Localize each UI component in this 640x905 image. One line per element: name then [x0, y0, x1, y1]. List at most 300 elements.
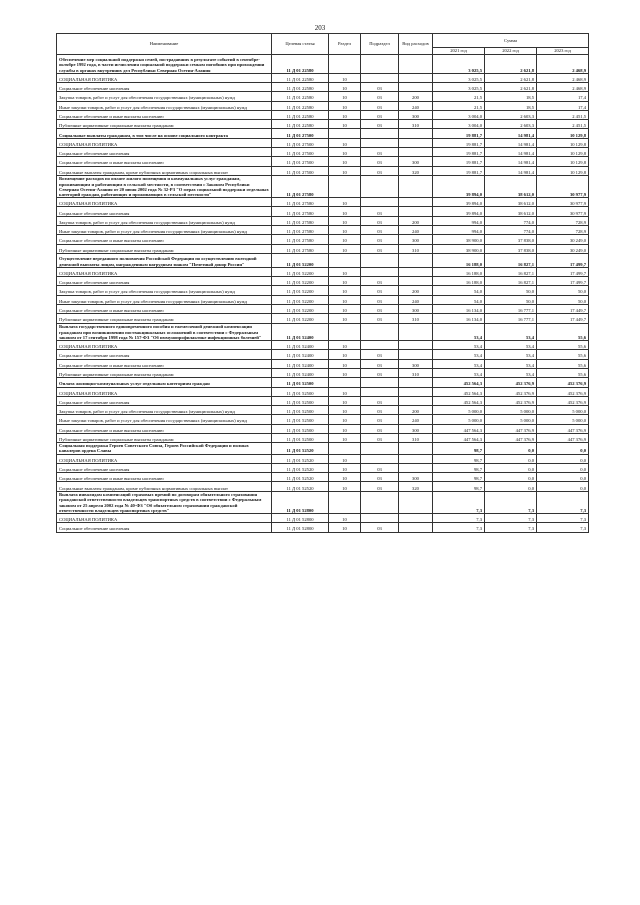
cell-target-article: 11 Д 01 27580 — [272, 207, 329, 216]
cell-2021: 452 564,3 — [433, 378, 485, 387]
cell-section: 10 — [329, 341, 361, 350]
table-row — [57, 110, 589, 119]
table-row — [57, 473, 589, 482]
cell-2023: 17 499,7 — [537, 277, 589, 286]
cell-section — [329, 175, 361, 197]
cell-name: СОЦИАЛЬНАЯ ПОЛИТИКА — [57, 73, 272, 82]
cell-section: 10 — [329, 454, 361, 463]
cell-2023: 17 499,7 — [537, 267, 589, 276]
cell-2023: 728,9 — [537, 225, 589, 234]
cell-expense-type: 200 — [399, 216, 433, 225]
cell-target-article: 11 Д 01 52400 — [272, 368, 329, 377]
cell-subsection: 03 — [361, 277, 399, 286]
cell-2022: 18,5 — [485, 92, 537, 101]
cell-expense-type — [399, 198, 433, 207]
cell-subsection: 03 — [361, 433, 399, 442]
cell-subsection — [361, 198, 399, 207]
cell-2022: 7,3 — [485, 523, 537, 532]
table-row — [57, 244, 589, 253]
cell-2022: 16 827,1 — [485, 267, 537, 276]
cell-2021: 447 564,3 — [433, 424, 485, 433]
cell-expense-type — [399, 83, 433, 92]
cell-name: Социальное обеспечение населения — [57, 83, 272, 92]
cell-subsection: 03 — [361, 295, 399, 304]
cell-2023: 0,0 — [537, 482, 589, 491]
cell-target-article: 11 Д 01 52200 — [272, 295, 329, 304]
cell-expense-type — [399, 463, 433, 472]
cell-section: 10 — [329, 267, 361, 276]
cell-name: Публичные нормативные социальные выплаты гражданам — [57, 368, 272, 377]
header-year-2022: 2022 год — [485, 48, 537, 55]
cell-2021: 5 000,0 — [433, 406, 485, 415]
cell-subsection: 03 — [361, 120, 399, 129]
cell-target-article: 11 Д 01 52500 — [272, 415, 329, 424]
cell-subsection: 03 — [361, 368, 399, 377]
table-row — [57, 166, 589, 175]
cell-target-article: 11 Д 01 52200 — [272, 314, 329, 323]
cell-name: СОЦИАЛЬНАЯ ПОЛИТИКА — [57, 454, 272, 463]
cell-expense-type: 310 — [399, 368, 433, 377]
cell-expense-type: 300 — [399, 359, 433, 368]
cell-name: СОЦИАЛЬНАЯ ПОЛИТИКА — [57, 341, 272, 350]
cell-section: 10 — [329, 157, 361, 166]
cell-2021: 3 004,0 — [433, 110, 485, 119]
cell-2022: 452 376,9 — [485, 387, 537, 396]
cell-2021: 98,7 — [433, 473, 485, 482]
cell-2023: 55,6 — [537, 359, 589, 368]
cell-section — [329, 323, 361, 341]
cell-2023: 447 376,9 — [537, 433, 589, 442]
cell-2022: 14 981,4 — [485, 157, 537, 166]
cell-name: Закупка товаров, работ и услуг для обеспечения государственных (муниципальных) нужд — [57, 286, 272, 295]
table-body — [57, 55, 589, 533]
cell-2021: 994,0 — [433, 216, 485, 225]
table-row — [57, 514, 589, 523]
cell-subsection: 03 — [361, 350, 399, 359]
cell-2021: 19 881,7 — [433, 129, 485, 138]
header-expense-type: Вид расходов — [399, 34, 433, 55]
cell-subsection: 03 — [361, 359, 399, 368]
cell-subsection: 03 — [361, 92, 399, 101]
cell-expense-type: 240 — [399, 101, 433, 110]
cell-2021: 38 900,0 — [433, 235, 485, 244]
table-row — [57, 406, 589, 415]
cell-section: 10 — [329, 277, 361, 286]
cell-subsection — [361, 341, 399, 350]
cell-name: Социальное обеспечение населения — [57, 396, 272, 405]
table-row — [57, 207, 589, 216]
table-row — [57, 267, 589, 276]
cell-name: Выплата государственного единовременного пособия и ежемесячной денежной компенсации гражданам при возникновении поствакцинальных осложнений в соответствии с Федеральным законом от 17 сентября 1998 года № 157-ФЗ "Об иммунопрофилактике инфекционных болезней" — [57, 323, 272, 341]
cell-target-article: 11 Д 01 27580 — [272, 175, 329, 197]
table-row — [57, 482, 589, 491]
cell-2022: 0,0 — [485, 482, 537, 491]
cell-section — [329, 129, 361, 138]
cell-name: Возмещение расходов по оплате жилого помещения и коммунальных услуг гражданам, проживающим и работающим в сельской местности, в соответствии с Законом Республики Северная Осетия-Алания от 20 июня 2002 года № 32-РЗ "О мерах социальной поддержки отдельных категорий граждан, работающих и проживающих в сельской местности" — [57, 175, 272, 197]
cell-section: 10 — [329, 92, 361, 101]
cell-target-article: 11 Д 01 52500 — [272, 378, 329, 387]
cell-target-article: 11 Д 01 52500 — [272, 387, 329, 396]
table-row — [57, 235, 589, 244]
cell-subsection — [361, 454, 399, 463]
table-row — [57, 138, 589, 147]
cell-2022: 53,4 — [485, 323, 537, 341]
cell-subsection: 03 — [361, 406, 399, 415]
cell-expense-type — [399, 148, 433, 157]
cell-target-article: 11 Д 01 22580 — [272, 92, 329, 101]
cell-2023: 452 376,9 — [537, 396, 589, 405]
cell-name: Социальное обеспечение населения — [57, 523, 272, 532]
cell-expense-type — [399, 277, 433, 286]
cell-2022: 14 981,4 — [485, 148, 537, 157]
cell-target-article: 11 Д 01 22580 — [272, 83, 329, 92]
cell-2023: 30 977,9 — [537, 207, 589, 216]
cell-name: Публичные нормативные социальные выплаты гражданам — [57, 314, 272, 323]
cell-2022: 2 621,8 — [485, 83, 537, 92]
cell-2022: 37 838,0 — [485, 244, 537, 253]
cell-section: 10 — [329, 350, 361, 359]
cell-subsection — [361, 378, 399, 387]
cell-section: 10 — [329, 473, 361, 482]
cell-2023: 50,0 — [537, 295, 589, 304]
cell-2021: 16 134,0 — [433, 304, 485, 313]
cell-target-article: 11 Д 01 22580 — [272, 73, 329, 82]
cell-name: Социальное обеспечение и иные выплаты населению — [57, 473, 272, 482]
cell-subsection — [361, 387, 399, 396]
cell-2021: 452 564,3 — [433, 387, 485, 396]
table-row — [57, 491, 589, 513]
cell-subsection — [361, 443, 399, 454]
cell-subsection — [361, 55, 399, 74]
cell-2021: 53,4 — [433, 341, 485, 350]
cell-2021: 16 188,0 — [433, 277, 485, 286]
table-row — [57, 277, 589, 286]
cell-expense-type — [399, 396, 433, 405]
table-row — [57, 253, 589, 267]
cell-expense-type — [399, 73, 433, 82]
table-row — [57, 73, 589, 82]
cell-expense-type: 310 — [399, 120, 433, 129]
cell-subsection: 03 — [361, 463, 399, 472]
cell-name: Социальное обеспечение и иные выплаты населению — [57, 359, 272, 368]
cell-expense-type: 310 — [399, 314, 433, 323]
table-row — [57, 359, 589, 368]
cell-target-article: 11 Д 01 52520 — [272, 482, 329, 491]
cell-target-article: 11 Д 01 52200 — [272, 267, 329, 276]
table-row — [57, 424, 589, 433]
cell-subsection: 03 — [361, 396, 399, 405]
table-row — [57, 129, 589, 138]
cell-2021: 21,5 — [433, 92, 485, 101]
cell-name: Иные закупки товаров, работ и услуг для обеспечения государственных (муниципальных) нужд — [57, 225, 272, 234]
cell-name: Социальное обеспечение населения — [57, 463, 272, 472]
cell-target-article: 11 Д 01 52500 — [272, 424, 329, 433]
cell-2022: 2 603,3 — [485, 110, 537, 119]
cell-target-article: 11 Д 01 27500 — [272, 148, 329, 157]
cell-name: Социальная поддержка Героев Советского Союза, Героев Российской Федерации и полных кавалеров ордена Славы — [57, 443, 272, 454]
cell-2023: 452 376,9 — [537, 387, 589, 396]
cell-subsection: 03 — [361, 424, 399, 433]
cell-2021: 19 881,7 — [433, 166, 485, 175]
cell-target-article: 11 Д 01 52400 — [272, 359, 329, 368]
cell-name: СОЦИАЛЬНАЯ ПОЛИТИКА — [57, 387, 272, 396]
cell-expense-type — [399, 138, 433, 147]
cell-2023: 2 468,9 — [537, 55, 589, 74]
header-section: Раздел — [329, 34, 361, 55]
cell-2022: 37 838,0 — [485, 235, 537, 244]
table-row — [57, 368, 589, 377]
header-name: Наименование — [57, 34, 272, 55]
cell-subsection: 03 — [361, 415, 399, 424]
cell-2022: 16 827,1 — [485, 253, 537, 267]
cell-section: 10 — [329, 482, 361, 491]
cell-2022: 774,0 — [485, 225, 537, 234]
cell-2022: 2 621,8 — [485, 73, 537, 82]
cell-section: 10 — [329, 83, 361, 92]
cell-2022: 7,3 — [485, 514, 537, 523]
cell-name: Публичные нормативные социальные выплаты гражданам — [57, 244, 272, 253]
cell-target-article: 11 Д 01 52500 — [272, 406, 329, 415]
cell-target-article: 11 Д 01 52400 — [272, 323, 329, 341]
cell-subsection — [361, 129, 399, 138]
cell-name: СОЦИАЛЬНАЯ ПОЛИТИКА — [57, 514, 272, 523]
cell-2023: 0,0 — [537, 463, 589, 472]
cell-2021: 994,0 — [433, 225, 485, 234]
cell-section: 10 — [329, 198, 361, 207]
table-row — [57, 157, 589, 166]
cell-name: Иные закупки товаров, работ и услуг для обеспечения государственных (муниципальных) нужд — [57, 101, 272, 110]
cell-name: Социальное обеспечение населения — [57, 350, 272, 359]
cell-subsection — [361, 138, 399, 147]
cell-2023: 5 000,0 — [537, 415, 589, 424]
cell-section: 10 — [329, 424, 361, 433]
cell-section: 10 — [329, 359, 361, 368]
cell-target-article: 11 Д 01 27500 — [272, 157, 329, 166]
cell-subsection: 03 — [361, 235, 399, 244]
table-row — [57, 55, 589, 74]
cell-name: Социальное обеспечение населения — [57, 148, 272, 157]
cell-2021: 452 564,3 — [433, 396, 485, 405]
cell-2023: 55,6 — [537, 368, 589, 377]
cell-target-article: 11 Д 01 27500 — [272, 129, 329, 138]
cell-expense-type: 240 — [399, 415, 433, 424]
cell-name: Социальное обеспечение и иные выплаты населению — [57, 235, 272, 244]
cell-section: 10 — [329, 207, 361, 216]
cell-section: 10 — [329, 415, 361, 424]
table-row — [57, 225, 589, 234]
cell-2023: 30 977,9 — [537, 198, 589, 207]
cell-2023: 7,3 — [537, 523, 589, 532]
cell-2023: 728,9 — [537, 216, 589, 225]
cell-expense-type — [399, 454, 433, 463]
cell-2022: 452 376,9 — [485, 378, 537, 387]
cell-2022: 38 612,0 — [485, 175, 537, 197]
cell-2021: 54,0 — [433, 286, 485, 295]
cell-section: 10 — [329, 166, 361, 175]
cell-target-article: 11 Д 01 52520 — [272, 473, 329, 482]
cell-2023: 5 000,0 — [537, 406, 589, 415]
header-target-article: Целевая статья — [272, 34, 329, 55]
cell-2022: 447 376,9 — [485, 433, 537, 442]
table-row — [57, 175, 589, 197]
cell-expense-type — [399, 207, 433, 216]
header-subsection: Подраздел — [361, 34, 399, 55]
table-row — [57, 295, 589, 304]
cell-subsection: 03 — [361, 304, 399, 313]
cell-subsection — [361, 514, 399, 523]
cell-section: 10 — [329, 514, 361, 523]
cell-2023: 10 129,8 — [537, 138, 589, 147]
cell-name: Выплата инвалидам компенсаций страховых премий по договорам обязательного страхования гражданской ответственности владельцев транспортных средств в соответствии с Федеральным законом от 25 апреля 2002 года № 40-ФЗ "Об обязательном страховании гражданской ответственности владельцев транспортных средств" — [57, 491, 272, 513]
table-row — [57, 350, 589, 359]
cell-2023: 17 449,7 — [537, 314, 589, 323]
table-row — [57, 415, 589, 424]
cell-2022: 5 000,0 — [485, 406, 537, 415]
table-row — [57, 323, 589, 341]
cell-2022: 50,0 — [485, 286, 537, 295]
cell-2022: 16 777,1 — [485, 304, 537, 313]
table-row — [57, 454, 589, 463]
table-row — [57, 304, 589, 313]
cell-section: 10 — [329, 406, 361, 415]
cell-2023: 7,3 — [537, 514, 589, 523]
cell-expense-type — [399, 129, 433, 138]
cell-2023: 30 249,0 — [537, 235, 589, 244]
cell-expense-type — [399, 253, 433, 267]
cell-2023: 30 977,9 — [537, 175, 589, 197]
header-year-2023: 2023 год — [537, 48, 589, 55]
cell-2022: 0,0 — [485, 463, 537, 472]
cell-2023: 55,6 — [537, 341, 589, 350]
cell-2023: 17 449,7 — [537, 304, 589, 313]
cell-expense-type — [399, 491, 433, 513]
cell-2021: 5 000,0 — [433, 415, 485, 424]
cell-section: 10 — [329, 387, 361, 396]
cell-name: Социальные выплаты гражданам, кроме публичных нормативных социальных выплат — [57, 166, 272, 175]
cell-name: Публичные нормативные социальные выплаты гражданам — [57, 433, 272, 442]
cell-2022: 14 981,4 — [485, 129, 537, 138]
table-row — [57, 198, 589, 207]
cell-2023: 0,0 — [537, 473, 589, 482]
cell-expense-type: 200 — [399, 92, 433, 101]
cell-2023: 7,3 — [537, 491, 589, 513]
cell-target-article: 11 Д 01 52400 — [272, 341, 329, 350]
cell-subsection — [361, 73, 399, 82]
cell-2023: 10 129,8 — [537, 148, 589, 157]
cell-section — [329, 253, 361, 267]
cell-expense-type: 300 — [399, 424, 433, 433]
cell-subsection: 03 — [361, 207, 399, 216]
cell-2022: 0,0 — [485, 443, 537, 454]
cell-2021: 3 025,5 — [433, 55, 485, 74]
cell-2022: 14 981,4 — [485, 166, 537, 175]
cell-section: 10 — [329, 138, 361, 147]
cell-section: 10 — [329, 73, 361, 82]
table-row — [57, 101, 589, 110]
cell-2023: 10 129,8 — [537, 166, 589, 175]
cell-2022: 0,0 — [485, 454, 537, 463]
cell-2022: 53,4 — [485, 350, 537, 359]
cell-2023: 17,4 — [537, 92, 589, 101]
cell-2021: 447 564,3 — [433, 433, 485, 442]
cell-name: СОЦИАЛЬНАЯ ПОЛИТИКА — [57, 198, 272, 207]
cell-2021: 16 134,0 — [433, 314, 485, 323]
cell-2023: 17,4 — [537, 101, 589, 110]
cell-2021: 21,5 — [433, 101, 485, 110]
cell-subsection: 03 — [361, 244, 399, 253]
table-row — [57, 378, 589, 387]
cell-expense-type — [399, 378, 433, 387]
cell-2021: 3 025,5 — [433, 83, 485, 92]
cell-expense-type: 310 — [399, 244, 433, 253]
cell-target-article: 11 Д 01 52200 — [272, 286, 329, 295]
cell-name: Социальное обеспечение населения — [57, 277, 272, 286]
cell-section: 10 — [329, 433, 361, 442]
cell-2022: 14 981,4 — [485, 138, 537, 147]
budget-table — [56, 33, 589, 533]
cell-2021: 16 188,0 — [433, 267, 485, 276]
cell-2023: 17 499,7 — [537, 253, 589, 267]
cell-target-article: 11 Д 01 52400 — [272, 350, 329, 359]
cell-name: Закупка товаров, работ и услуг для обеспечения государственных (муниципальных) нужд — [57, 216, 272, 225]
table-row — [57, 433, 589, 442]
cell-name: СОЦИАЛЬНАЯ ПОЛИТИКА — [57, 138, 272, 147]
cell-name: Социальное обеспечение и иные выплаты населению — [57, 304, 272, 313]
cell-target-article: 11 Д 01 52800 — [272, 514, 329, 523]
cell-name: Обеспечение мер социальной поддержки семей, пострадавших в результате событий в сентябре-октябре 1992 года, в части исчисления социальной поддержки семьям погибших при прохождении службы в органах внутренних дел Республики Северная Осетия-Алания — [57, 55, 272, 74]
cell-name: Иные закупки товаров, работ и услуг для обеспечения государственных (муниципальных) нужд — [57, 415, 272, 424]
cell-subsection: 03 — [361, 473, 399, 482]
table-row — [57, 387, 589, 396]
cell-target-article: 11 Д 01 52200 — [272, 277, 329, 286]
cell-subsection: 03 — [361, 166, 399, 175]
cell-2022: 774,0 — [485, 216, 537, 225]
cell-subsection: 03 — [361, 314, 399, 323]
cell-2023: 2 468,9 — [537, 83, 589, 92]
cell-section: 10 — [329, 235, 361, 244]
cell-2021: 19 881,7 — [433, 138, 485, 147]
cell-2022: 53,4 — [485, 359, 537, 368]
cell-2022: 16 827,1 — [485, 277, 537, 286]
cell-target-article: 11 Д 01 27580 — [272, 198, 329, 207]
cell-2022: 18,5 — [485, 101, 537, 110]
table-row — [57, 120, 589, 129]
cell-target-article: 11 Д 01 52520 — [272, 454, 329, 463]
cell-expense-type: 300 — [399, 235, 433, 244]
cell-expense-type: 300 — [399, 473, 433, 482]
cell-name: Социальное обеспечение и иные выплаты населению — [57, 157, 272, 166]
cell-section: 10 — [329, 216, 361, 225]
cell-subsection — [361, 267, 399, 276]
cell-2023: 55,6 — [537, 350, 589, 359]
cell-subsection: 03 — [361, 157, 399, 166]
cell-expense-type — [399, 523, 433, 532]
cell-2021: 7,3 — [433, 514, 485, 523]
cell-2021: 98,7 — [433, 482, 485, 491]
cell-subsection: 03 — [361, 482, 399, 491]
cell-section: 10 — [329, 101, 361, 110]
cell-section: 10 — [329, 110, 361, 119]
cell-target-article: 11 Д 01 52200 — [272, 304, 329, 313]
cell-name: Иные закупки товаров, работ и услуг для обеспечения государственных (муниципальных) нужд — [57, 295, 272, 304]
cell-expense-type: 300 — [399, 304, 433, 313]
cell-2021: 98,7 — [433, 463, 485, 472]
header-sum: Сумма — [433, 34, 589, 48]
cell-expense-type: 240 — [399, 295, 433, 304]
table-row — [57, 286, 589, 295]
cell-expense-type — [399, 514, 433, 523]
cell-subsection — [361, 253, 399, 267]
